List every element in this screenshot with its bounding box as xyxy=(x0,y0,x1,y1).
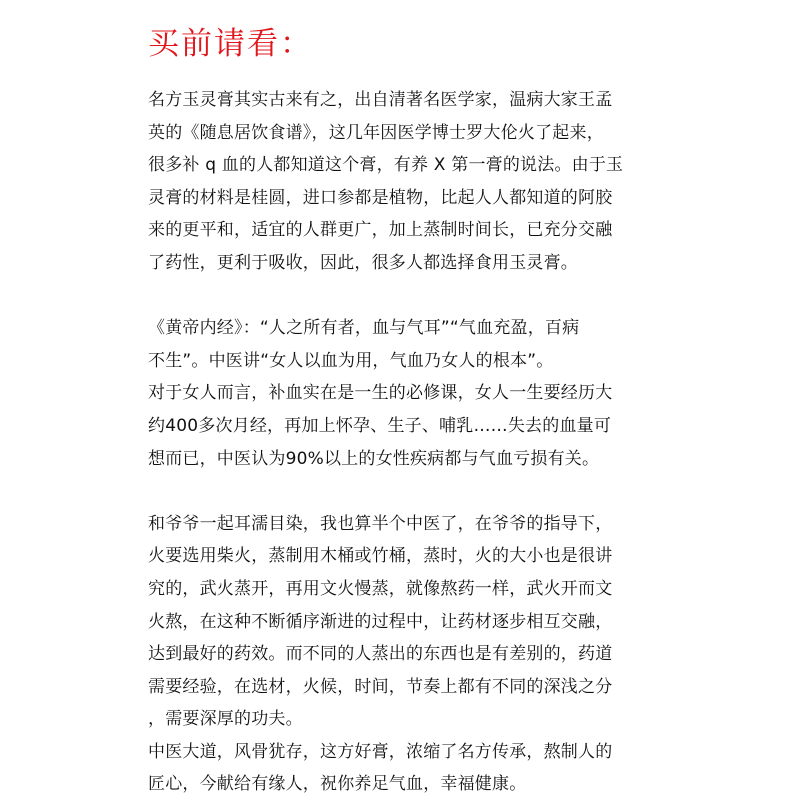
text-line: 很多补 q 血的人都知道这个膏，有养 X 第一膏的说法。由于玉 xyxy=(148,155,624,176)
text-line: 灵膏的材料是桂圆，进口参都是植物，比起人人都知道的阿胶 xyxy=(148,187,613,208)
text-line: ，需要深厚的功夫。 xyxy=(148,709,303,730)
text-line: 需要经验，在选材，火候，时间，节奏上都有不同的深浅之分 xyxy=(148,676,613,697)
paragraph-intro xyxy=(148,84,648,280)
text-line: 了药性，更利于吸收，因此，很多人都选择食用玉灵膏。 xyxy=(148,252,578,273)
text-line: 火熬，在这种不断循序渐进的过程中，让药材逐步相互交融， xyxy=(148,611,613,632)
article-body xyxy=(148,84,648,801)
paragraph-huangdi xyxy=(148,312,648,475)
text-line: 来的更平和，适宜的人群更广，加上蒸制时间长，已充分交融 xyxy=(148,220,613,241)
paragraph-craft xyxy=(148,508,648,801)
text-line: 火要选用柴火，蒸制用木桶或竹桶，蒸时，火的大小也是很讲 xyxy=(148,546,613,567)
text-line: 达到最好的药效。而不同的人蒸出的东西也是有差别的，药道 xyxy=(148,644,613,665)
text-line: 和爷爷一起耳濡目染，我也算半个中医了，在爷爷的指导下， xyxy=(148,513,613,534)
text-line: 究的，武火蒸开，再用文火慢蒸，就像熬药一样，武火开而文 xyxy=(148,578,613,599)
text-line: 想而已，中医认为90%以上的女性疾病都与气血亏损有关。 xyxy=(148,448,600,469)
paragraph-spacer xyxy=(148,475,648,508)
text-line: 英的《随息居饮食谱》，这几年因医学博士罗大伦火了起来， xyxy=(148,122,604,143)
page-title: 买前请看： xyxy=(148,26,313,62)
paragraph-spacer xyxy=(148,280,648,313)
text-line: 不生”。中医讲“女人以血为用，气血乃女人的根本”。 xyxy=(148,350,554,371)
text-line: 匠心，今献给有缘人，祝你养足气血，幸福健康。 xyxy=(148,774,527,795)
text-line: 对于女人而言，补血实在是一生的必修课，女人一生要经历大 xyxy=(148,383,613,404)
text-line: 名方玉灵膏其实古来有之，出自清著名医学家，温病大家王孟 xyxy=(148,90,613,110)
text-line: 约400多次月经，再加上怀孕、生子、哺乳……失去的血量可 xyxy=(148,415,612,436)
text-line: 《黄帝内经》：“人之所有者，血与气耳”“气血充盈，百病 xyxy=(148,318,580,339)
text-line: 中医大道，风骨犹存，这方好膏，浓缩了名方传承，熬制人的 xyxy=(148,741,613,762)
